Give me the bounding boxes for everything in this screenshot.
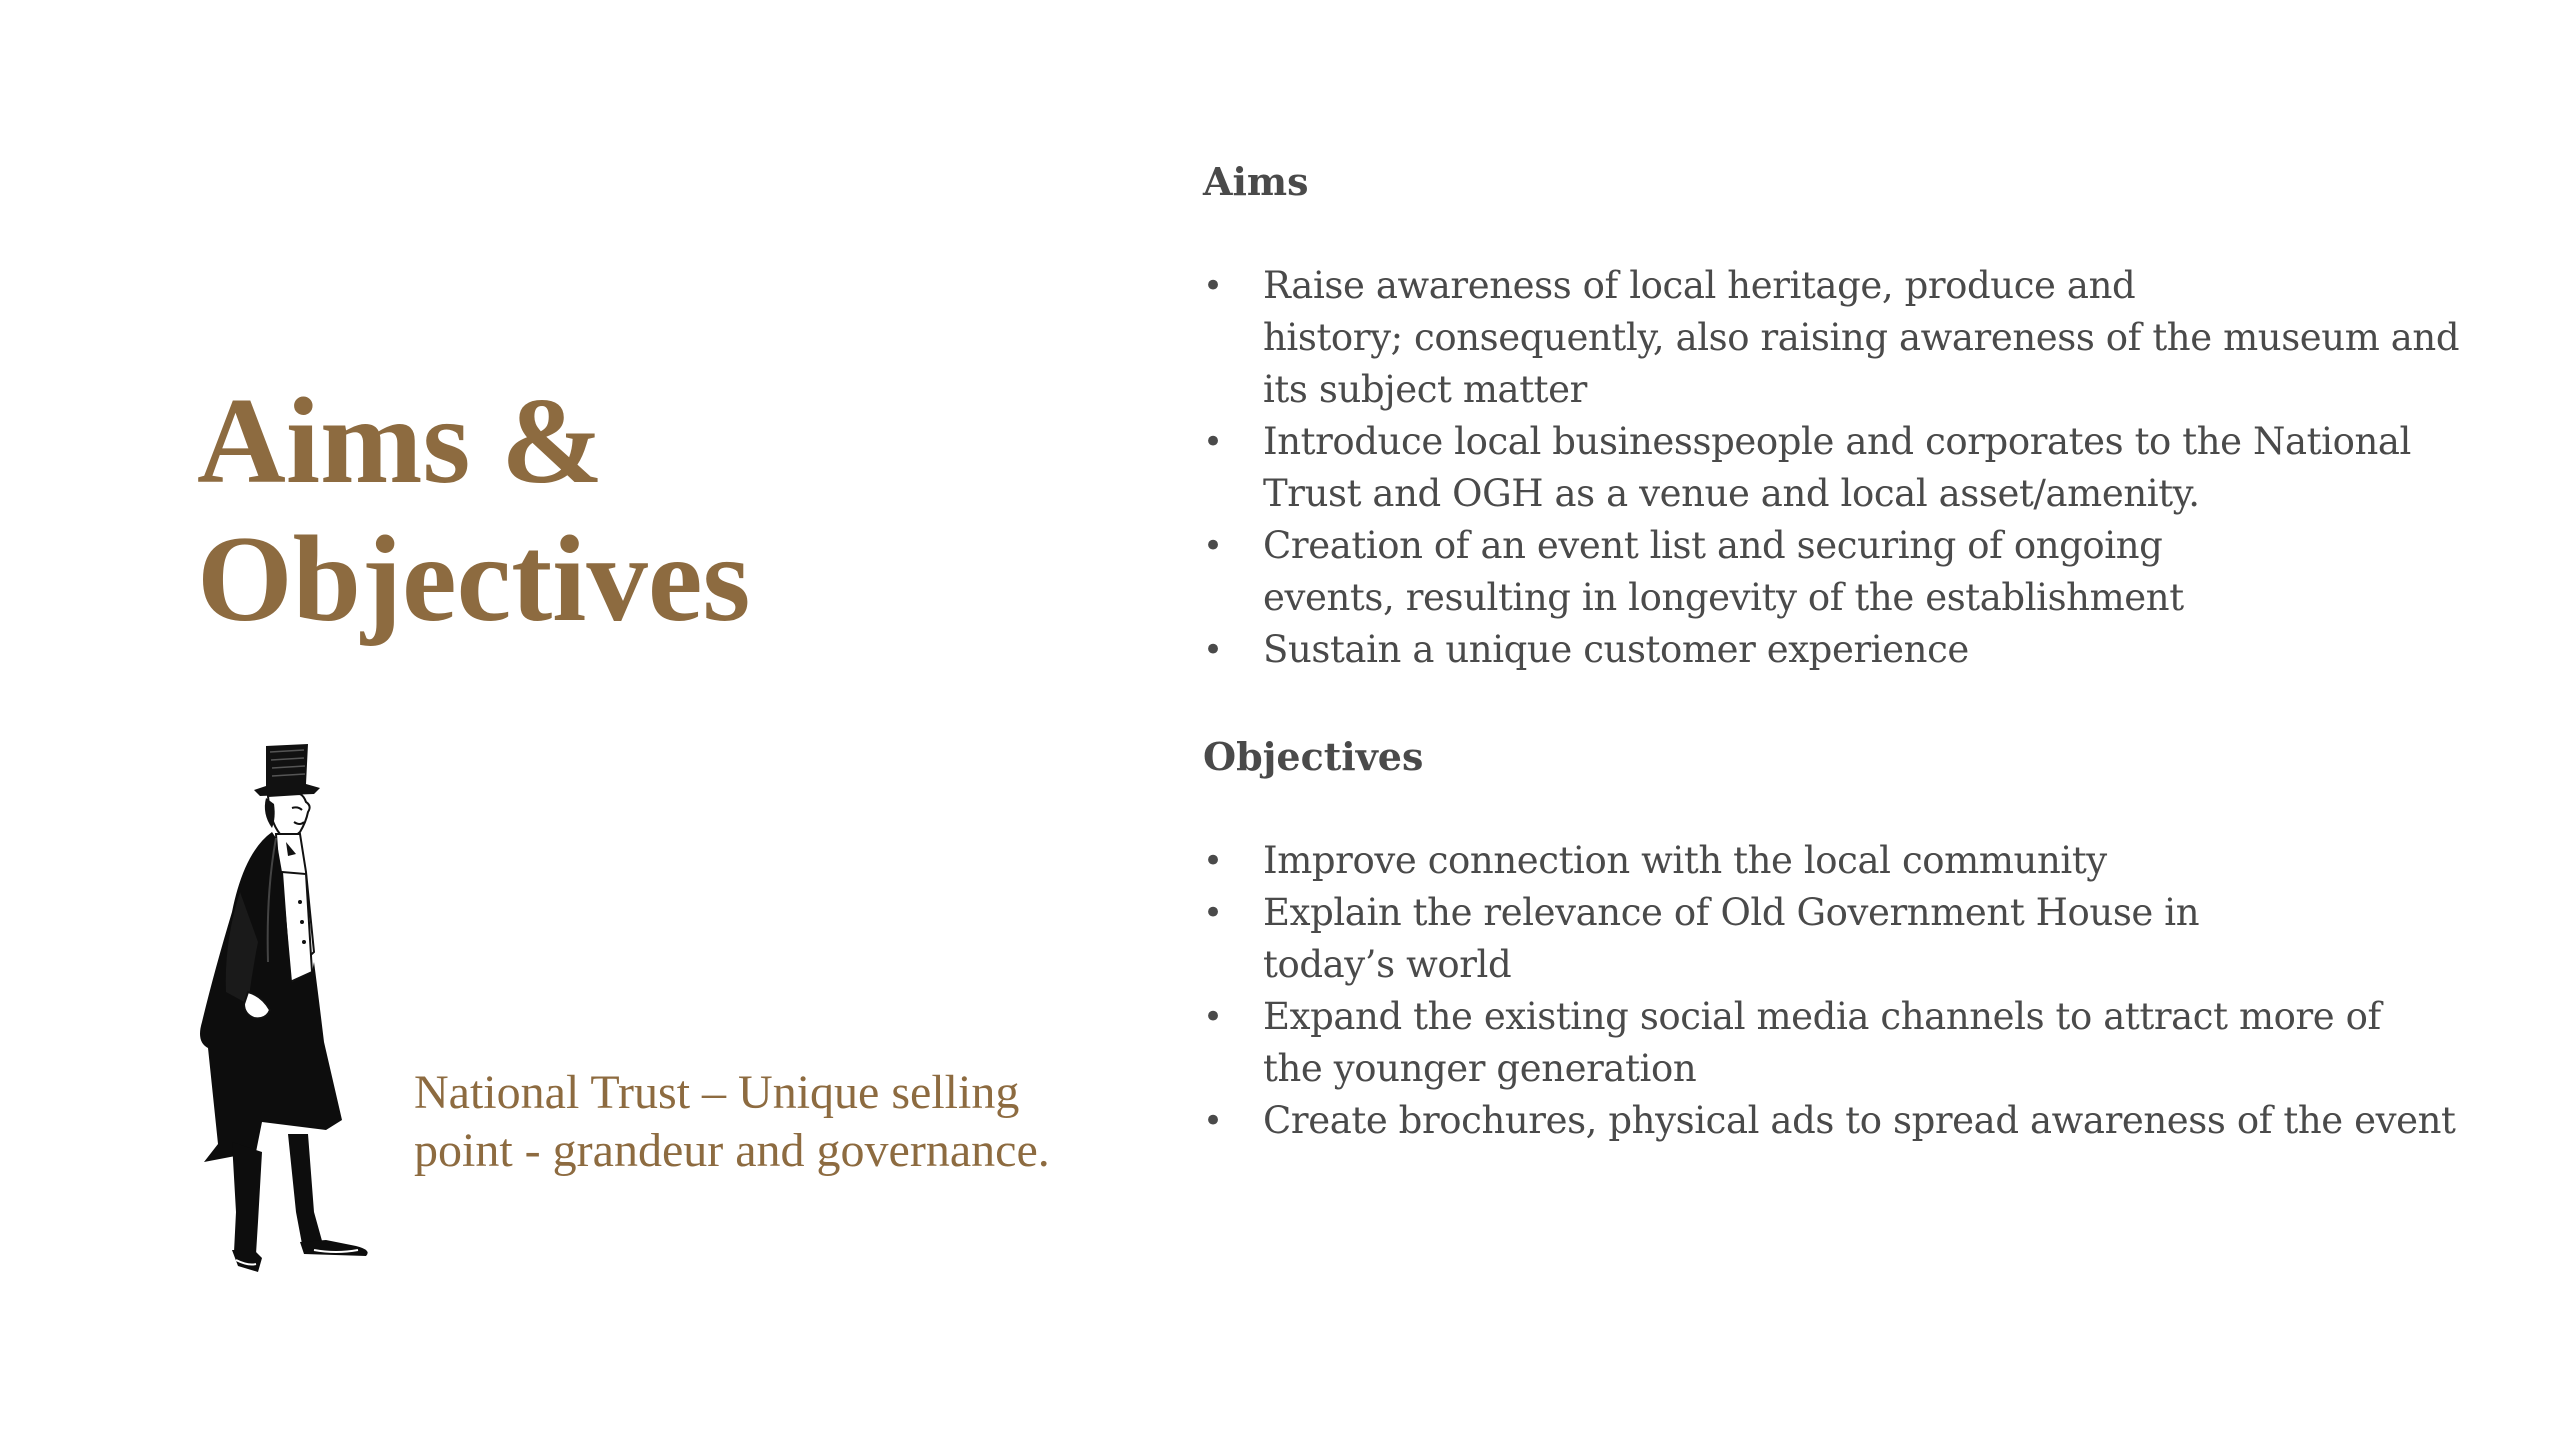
bullet-icon: • xyxy=(1203,997,1223,1037)
list-item-line: history; consequently, also raising awareness of the museum and xyxy=(1263,316,2460,359)
list-item-line: today’s world xyxy=(1263,943,1512,986)
list-item xyxy=(1203,835,2463,887)
aims-list xyxy=(1203,260,2463,676)
list-item xyxy=(1203,416,2463,520)
list-item xyxy=(1203,260,2463,416)
list-item-line: Creation of an event list and securing of ongoing xyxy=(1263,524,2163,567)
title-line-2: Objectives xyxy=(197,510,751,647)
list-item-line: Create brochures, physical ads to spread awareness of the event xyxy=(1263,1099,2456,1142)
caption-line-1: National Trust – Unique selling xyxy=(414,1066,1020,1119)
caption-line-2: point - grandeur and governance. xyxy=(414,1124,1050,1177)
list-item-line: its subject matter xyxy=(1263,368,1587,411)
list-item-line: the younger generation xyxy=(1263,1047,1697,1090)
top-hat-gentleman-illustration xyxy=(196,742,396,1272)
caption xyxy=(414,1064,1114,1180)
list-item-line: Expand the existing social media channels to attract more of xyxy=(1263,995,2381,1038)
title-line-1: Aims & xyxy=(197,372,604,509)
list-item-line: Introduce local businesspeople and corporates to the National xyxy=(1263,420,2411,463)
list-item xyxy=(1203,887,2463,991)
list-item-line: Raise awareness of local heritage, produce and xyxy=(1263,264,2136,307)
bullet-icon: • xyxy=(1203,266,1223,306)
list-item-line: Sustain a unique customer experience xyxy=(1263,628,1969,671)
list-item-line: Explain the relevance of Old Government House in xyxy=(1263,891,2200,934)
list-item xyxy=(1203,1095,2463,1147)
list-item xyxy=(1203,624,2463,676)
list-item xyxy=(1203,991,2463,1095)
content-column xyxy=(1203,156,2463,1147)
page-title xyxy=(197,372,750,648)
aims-heading: Aims xyxy=(1203,159,1309,204)
bullet-icon: • xyxy=(1203,526,1223,566)
list-item-line: Trust and OGH as a venue and local asset/amenity. xyxy=(1263,472,2200,515)
bullet-icon: • xyxy=(1203,1101,1223,1141)
objectives-list xyxy=(1203,835,2463,1147)
list-item-line: events, resulting in longevity of the establishment xyxy=(1263,576,2184,619)
bullet-icon: • xyxy=(1203,841,1223,881)
objectives-heading: Objectives xyxy=(1203,734,1424,779)
list-item xyxy=(1203,520,2463,624)
bullet-icon: • xyxy=(1203,422,1223,462)
bullet-icon: • xyxy=(1203,893,1223,933)
list-item-line: Improve connection with the local community xyxy=(1263,839,2107,882)
bullet-icon: • xyxy=(1203,630,1223,670)
